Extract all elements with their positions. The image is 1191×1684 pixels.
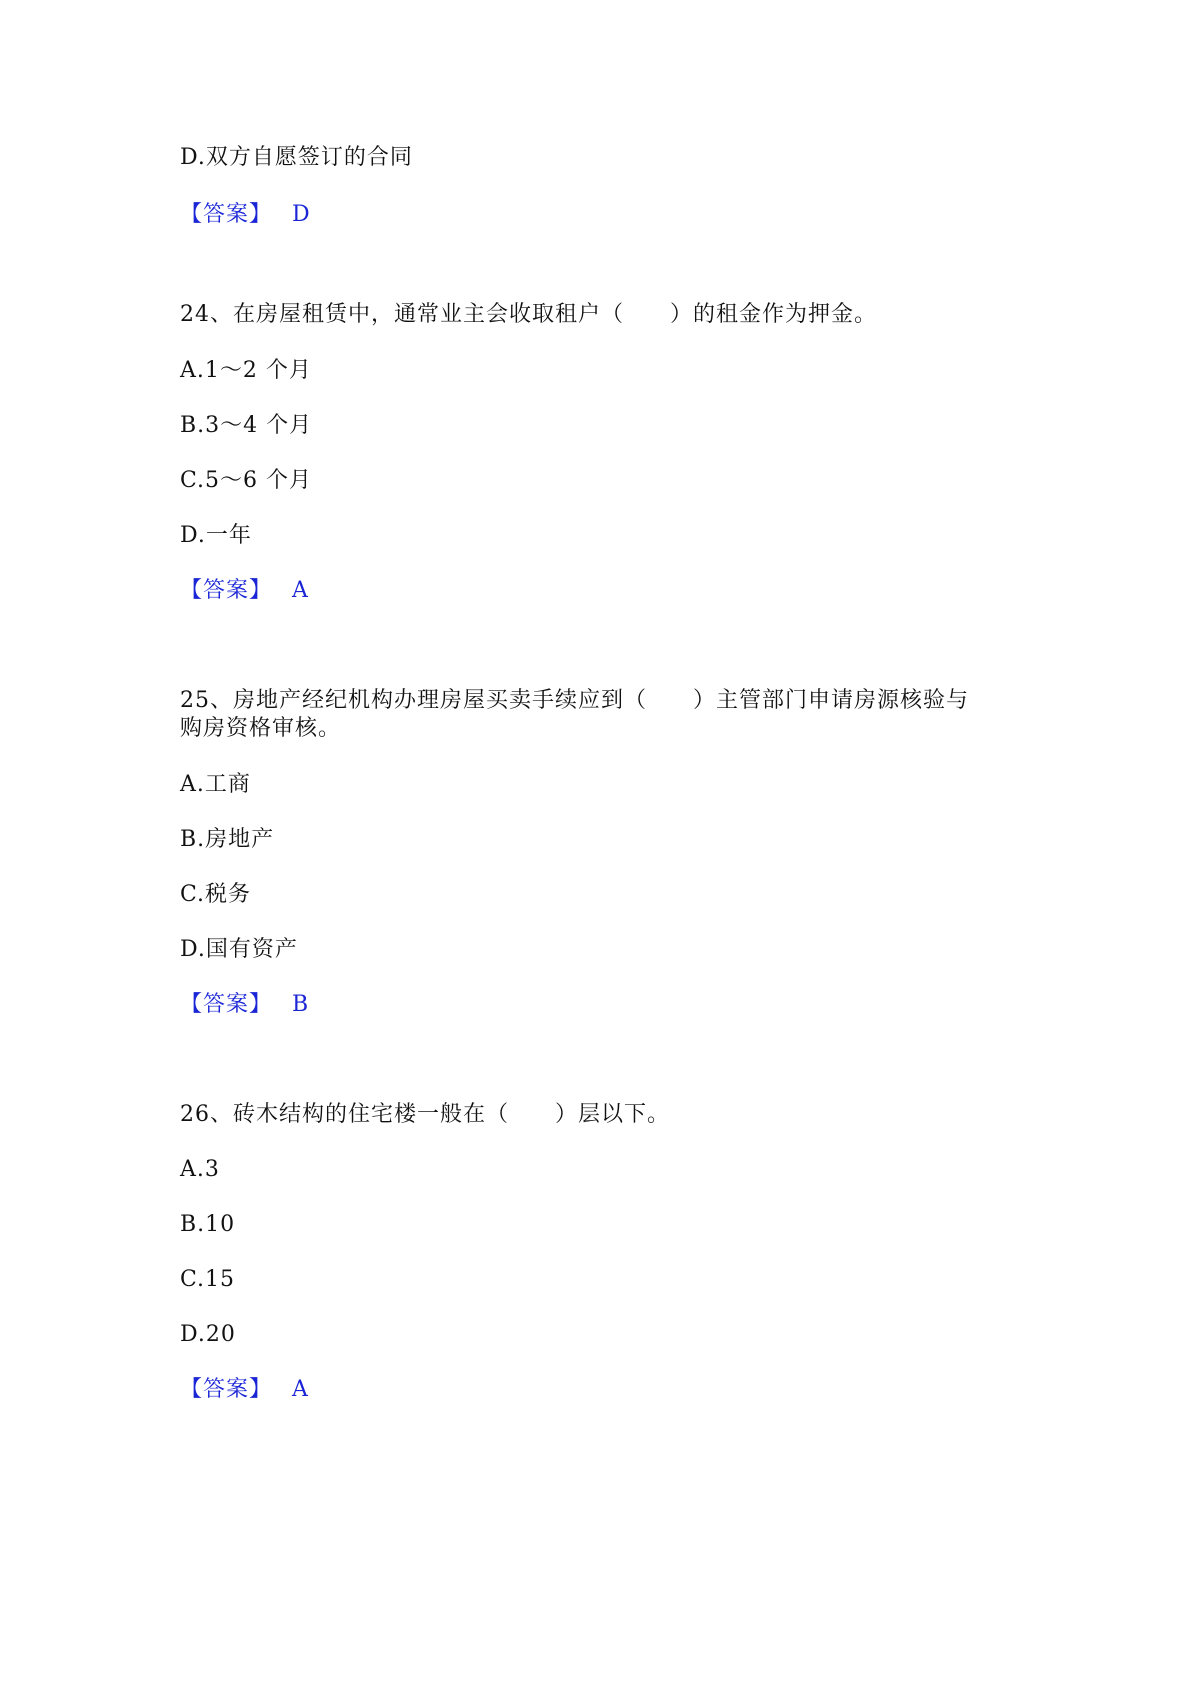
answer-value: B xyxy=(292,992,310,1017)
q25-option-d: D.国有资产 xyxy=(180,937,298,962)
answer-label: 【答案】 xyxy=(180,202,273,227)
q25-stem-line1: 25、房地产经纪机构办理房屋买卖手续应到（ ）主管部门申请房源核验与 xyxy=(180,688,969,713)
q26-option-c: C.15 xyxy=(180,1267,236,1292)
q26-option-d: D.20 xyxy=(180,1322,236,1347)
answer-value: A xyxy=(292,578,309,603)
q24-option-c: C.5～6 个月 xyxy=(180,468,313,493)
q24-stem: 24、在房屋租赁中，通常业主会收取租户（ ）的租金作为押金。 xyxy=(180,302,877,327)
answer-value: A xyxy=(292,1377,309,1402)
q25-option-a: A.工商 xyxy=(180,772,251,797)
q25-option-c: C.税务 xyxy=(180,882,252,907)
q23-answer xyxy=(180,200,311,230)
answer-label: 【答案】 xyxy=(180,992,273,1017)
q25-answer xyxy=(180,990,309,1020)
answer-label: 【答案】 xyxy=(180,578,273,603)
q25-stem-line2: 购房资格审核。 xyxy=(180,716,342,741)
q26-stem: 26、砖木结构的住宅楼一般在（ ）层以下。 xyxy=(180,1102,670,1127)
q26-option-b: B.10 xyxy=(180,1212,236,1237)
q26-option-a: A.3 xyxy=(180,1157,220,1182)
answer-value: D xyxy=(292,202,311,227)
q24-answer xyxy=(180,576,309,606)
q24-option-b: B.3～4 个月 xyxy=(180,413,313,438)
answer-label: 【答案】 xyxy=(180,1377,273,1402)
q25-option-b: B.房地产 xyxy=(180,827,275,852)
q26-answer xyxy=(180,1375,309,1405)
q23-option-d: D.双方自愿签订的合同 xyxy=(180,145,413,170)
q24-option-d: D.一年 xyxy=(180,523,252,548)
q24-option-a: A.1～2 个月 xyxy=(180,358,312,383)
